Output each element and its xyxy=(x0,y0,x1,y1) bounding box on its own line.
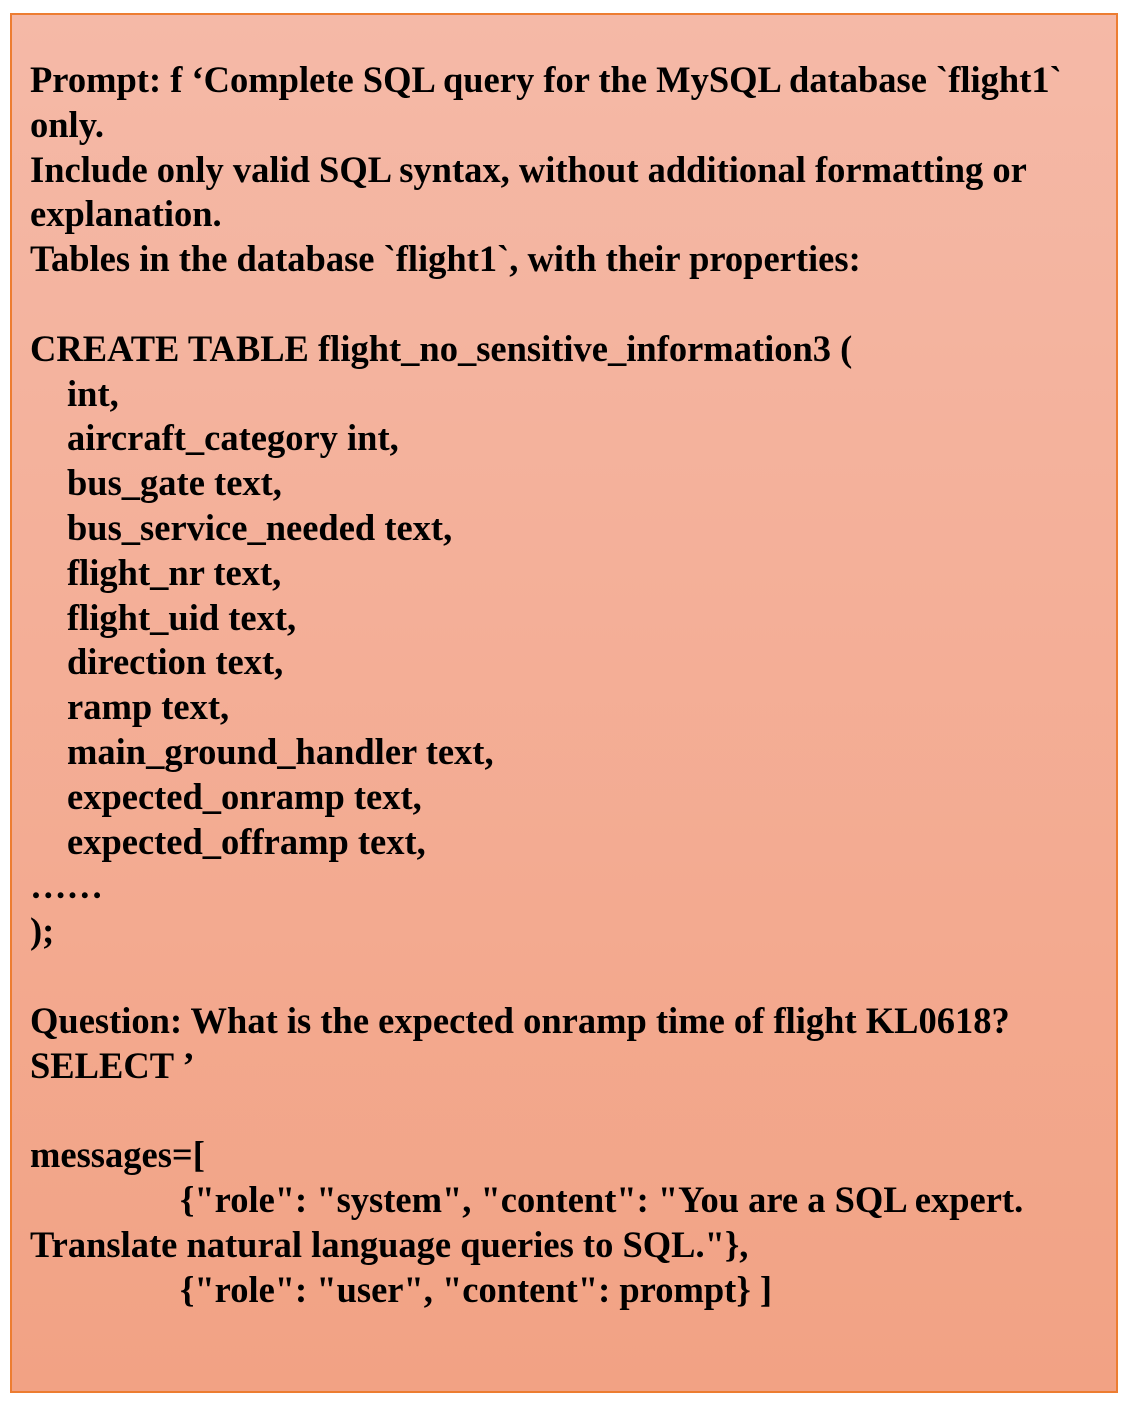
blank-line xyxy=(30,954,1105,999)
instruction-line: explanation. xyxy=(30,193,222,235)
blank-line xyxy=(30,1088,1105,1133)
messages-open-line: messages=[ xyxy=(30,1134,205,1176)
column-definition: bus_gate text, xyxy=(67,462,282,504)
column-definition: aircraft_category int, xyxy=(67,417,399,459)
column-definition: int, xyxy=(67,372,119,414)
column-definition: flight_uid text, xyxy=(67,596,297,638)
blank-line xyxy=(30,282,1105,327)
tables-intro-line: Tables in the database `flight1`, with their properties: xyxy=(30,238,861,280)
prompt-line: only. xyxy=(30,103,105,145)
prompt-line: Prompt: f ‘Complete SQL query for the MySQL database `flight1` xyxy=(30,59,1062,100)
prompt-panel xyxy=(10,13,1118,1393)
user-message-line: {"role": "user", "content": prompt} ] xyxy=(180,1268,772,1310)
column-definition: bus_service_needed text, xyxy=(67,506,453,548)
column-definition: direction text, xyxy=(67,641,284,683)
select-line: SELECT ’ xyxy=(30,1044,195,1086)
system-message-line: {"role": "system", "content": "You are a SQL expert. xyxy=(180,1178,1024,1220)
column-definition: ramp text, xyxy=(67,686,230,728)
create-table-end: ); xyxy=(30,910,55,952)
system-message-continuation: Translate natural language queries to SQL."}, xyxy=(30,1223,749,1265)
column-definition: main_ground_handler text, xyxy=(67,730,494,772)
column-definition: flight_nr text, xyxy=(67,551,282,593)
instruction-line: Include only valid SQL syntax, without additional formatting or xyxy=(30,148,1027,190)
create-table-line: CREATE TABLE flight_no_sensitive_information3 ( xyxy=(30,327,853,369)
column-definition: expected_onramp text, xyxy=(67,775,422,817)
ellipsis-line: …… xyxy=(30,865,103,907)
column-definition: expected_offramp text, xyxy=(67,820,426,862)
question-line: Question: What is the expected onramp time of flight KL0618? xyxy=(30,999,1010,1041)
prompt-text-block xyxy=(30,58,1105,1312)
